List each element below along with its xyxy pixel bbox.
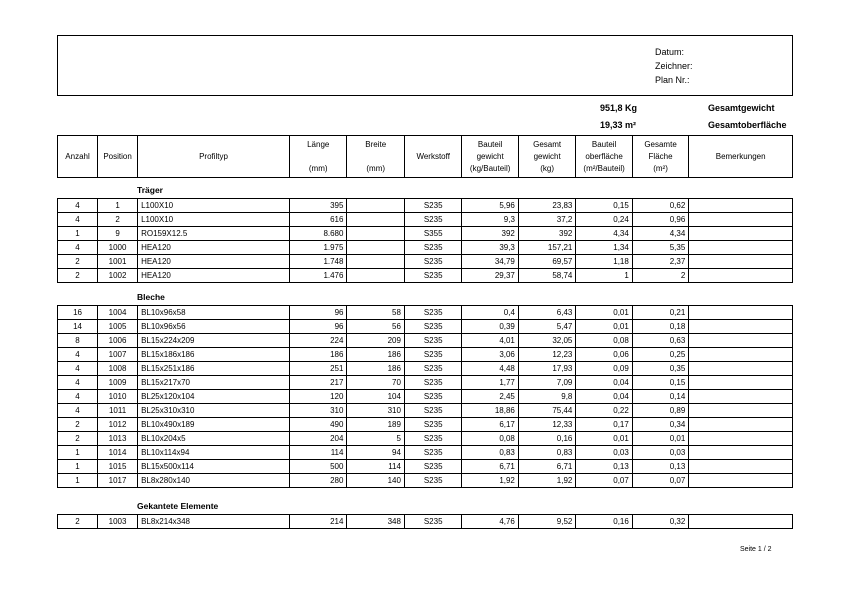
cell-bemerkungen — [689, 255, 793, 269]
cell-bemerkungen — [689, 213, 793, 227]
cell-gesamte-flaeche: 0,96 — [632, 213, 688, 227]
cell-position: 1010 — [98, 390, 138, 404]
cell-bemerkungen — [689, 362, 793, 376]
section-title-bleche: Bleche — [137, 292, 165, 302]
cell-bauteil-oberflaeche: 1 — [576, 269, 632, 283]
cell-profiltyp: BL25x120x104 — [138, 390, 290, 404]
document-header-box — [57, 35, 793, 96]
cell-bemerkungen — [689, 227, 793, 241]
table-row — [58, 334, 793, 348]
cell-gesamte-flaeche: 0,03 — [632, 446, 688, 460]
cell-position: 1006 — [98, 334, 138, 348]
cell-breite: 58 — [347, 306, 404, 320]
col-gesamte-flaeche: Gesamte Fläche (m²) — [632, 136, 688, 178]
cell-bauteil-oberflaeche: 0,17 — [576, 418, 632, 432]
cell-laenge: 96 — [289, 306, 346, 320]
total-area-value: 19,33 m² — [600, 120, 637, 130]
cell-breite — [347, 269, 404, 283]
cell-gesamt-gewicht: 0,83 — [518, 446, 575, 460]
cell-bemerkungen — [689, 199, 793, 213]
cell-gesamte-flaeche: 0,63 — [632, 334, 688, 348]
cell-gesamt-gewicht: 392 — [518, 227, 575, 241]
cell-position: 1007 — [98, 348, 138, 362]
cell-gesamt-gewicht: 7,09 — [518, 376, 575, 390]
cell-bauteil-gewicht: 34,79 — [462, 255, 518, 269]
cell-anzahl: 1 — [58, 474, 98, 488]
cell-laenge: 280 — [289, 474, 346, 488]
cell-anzahl: 4 — [58, 404, 98, 418]
table-row — [58, 446, 793, 460]
cell-breite: 114 — [347, 460, 404, 474]
cell-laenge: 120 — [289, 390, 346, 404]
parts-table-gekantete-elemente — [57, 514, 793, 529]
cell-profiltyp: L100X10 — [138, 199, 290, 213]
cell-gesamte-flaeche: 0,25 — [632, 348, 688, 362]
cell-bemerkungen — [689, 418, 793, 432]
cell-gesamte-flaeche: 0,07 — [632, 474, 688, 488]
cell-position: 1009 — [98, 376, 138, 390]
cell-breite — [347, 199, 404, 213]
cell-bauteil-gewicht: 5,96 — [462, 199, 518, 213]
table-row — [58, 348, 793, 362]
cell-breite: 5 — [347, 432, 404, 446]
cell-anzahl: 14 — [58, 320, 98, 334]
cell-laenge: 186 — [289, 348, 346, 362]
cell-gesamt-gewicht: 6,71 — [518, 460, 575, 474]
cell-gesamt-gewicht: 12,23 — [518, 348, 575, 362]
cell-gesamt-gewicht: 32,05 — [518, 334, 575, 348]
cell-werkstoff: S235 — [404, 474, 461, 488]
cell-bauteil-gewicht: 39,3 — [462, 241, 518, 255]
cell-gesamt-gewicht: 37,2 — [518, 213, 575, 227]
total-area-label: Gesamtoberfläche — [708, 120, 787, 130]
cell-gesamte-flaeche: 0,34 — [632, 418, 688, 432]
cell-position: 1003 — [98, 515, 138, 529]
cell-bemerkungen — [689, 515, 793, 529]
cell-bauteil-oberflaeche: 0,01 — [576, 320, 632, 334]
cell-werkstoff: S235 — [404, 404, 461, 418]
cell-bauteil-oberflaeche: 0,16 — [576, 515, 632, 529]
cell-bemerkungen — [689, 376, 793, 390]
cell-laenge: 310 — [289, 404, 346, 418]
total-weight-label: Gesamtgewicht — [708, 103, 775, 113]
cell-breite: 56 — [347, 320, 404, 334]
page-number: Seite 1 / 2 — [740, 546, 772, 553]
cell-position: 1014 — [98, 446, 138, 460]
cell-bauteil-oberflaeche: 0,15 — [576, 199, 632, 213]
cell-breite: 70 — [347, 376, 404, 390]
cell-anzahl: 8 — [58, 334, 98, 348]
cell-breite: 94 — [347, 446, 404, 460]
cell-position: 1013 — [98, 432, 138, 446]
cell-breite — [347, 255, 404, 269]
cell-gesamte-flaeche: 0,62 — [632, 199, 688, 213]
cell-profiltyp: BL15x217x70 — [138, 376, 290, 390]
cell-bauteil-gewicht: 0,83 — [462, 446, 518, 460]
cell-gesamt-gewicht: 6,43 — [518, 306, 575, 320]
cell-werkstoff: S235 — [404, 269, 461, 283]
col-profiltyp: Profiltyp — [138, 136, 290, 178]
cell-bauteil-oberflaeche: 0,01 — [576, 306, 632, 320]
cell-werkstoff: S235 — [404, 515, 461, 529]
cell-bauteil-gewicht: 18,86 — [462, 404, 518, 418]
cell-bemerkungen — [689, 241, 793, 255]
cell-werkstoff: S235 — [404, 306, 461, 320]
cell-gesamte-flaeche: 0,13 — [632, 460, 688, 474]
cell-laenge: 616 — [289, 213, 346, 227]
col-bauteil-gewicht: Bauteil gewicht (kg/Bauteil) — [462, 136, 518, 178]
cell-gesamte-flaeche: 0,35 — [632, 362, 688, 376]
cell-anzahl: 1 — [58, 446, 98, 460]
cell-bauteil-gewicht: 0,08 — [462, 432, 518, 446]
cell-bauteil-oberflaeche: 0,01 — [576, 432, 632, 446]
table-row — [58, 404, 793, 418]
cell-bauteil-oberflaeche: 0,06 — [576, 348, 632, 362]
cell-anzahl: 1 — [58, 227, 98, 241]
cell-profiltyp: BL8x214x348 — [138, 515, 290, 529]
cell-bauteil-gewicht: 6,17 — [462, 418, 518, 432]
cell-werkstoff: S235 — [404, 362, 461, 376]
col-bauteil-oberflaeche: Bauteil oberfläche (m²/Bauteil) — [576, 136, 632, 178]
section-title-gekantete-elemente: Gekantete Elemente — [137, 501, 219, 511]
cell-bemerkungen — [689, 269, 793, 283]
cell-bemerkungen — [689, 460, 793, 474]
cell-gesamt-gewicht: 17,93 — [518, 362, 575, 376]
cell-anzahl: 4 — [58, 348, 98, 362]
cell-werkstoff: S235 — [404, 460, 461, 474]
cell-gesamt-gewicht: 12,33 — [518, 418, 575, 432]
cell-anzahl: 4 — [58, 199, 98, 213]
cell-gesamt-gewicht: 0,16 — [518, 432, 575, 446]
cell-gesamt-gewicht: 5,47 — [518, 320, 575, 334]
cell-gesamt-gewicht: 58,74 — [518, 269, 575, 283]
cell-bemerkungen — [689, 474, 793, 488]
cell-laenge: 224 — [289, 334, 346, 348]
cell-anzahl: 4 — [58, 362, 98, 376]
cell-gesamt-gewicht: 23,83 — [518, 199, 575, 213]
cell-gesamte-flaeche: 0,18 — [632, 320, 688, 334]
cell-bauteil-oberflaeche: 0,04 — [576, 376, 632, 390]
cell-bauteil-oberflaeche: 1,18 — [576, 255, 632, 269]
cell-bemerkungen — [689, 320, 793, 334]
cell-laenge: 8.680 — [289, 227, 346, 241]
cell-laenge: 217 — [289, 376, 346, 390]
table-row — [58, 460, 793, 474]
cell-anzahl: 4 — [58, 213, 98, 227]
table-row — [58, 418, 793, 432]
cell-anzahl: 4 — [58, 241, 98, 255]
cell-gesamte-flaeche: 2,37 — [632, 255, 688, 269]
cell-bauteil-oberflaeche: 0,22 — [576, 404, 632, 418]
cell-bauteil-gewicht: 0,39 — [462, 320, 518, 334]
cell-bauteil-oberflaeche: 0,13 — [576, 460, 632, 474]
cell-profiltyp: BL8x280x140 — [138, 474, 290, 488]
datum-label: Datum: — [655, 47, 685, 57]
cell-profiltyp: BL10x96x56 — [138, 320, 290, 334]
cell-anzahl: 2 — [58, 432, 98, 446]
cell-profiltyp: BL10x96x58 — [138, 306, 290, 320]
cell-bauteil-oberflaeche: 0,09 — [576, 362, 632, 376]
cell-position: 1012 — [98, 418, 138, 432]
cell-bauteil-oberflaeche: 0,03 — [576, 446, 632, 460]
cell-breite: 186 — [347, 362, 404, 376]
col-gesamt-gewicht: Gesamt gewicht (kg) — [518, 136, 575, 178]
cell-breite: 310 — [347, 404, 404, 418]
cell-bemerkungen — [689, 432, 793, 446]
cell-breite: 209 — [347, 334, 404, 348]
cell-position: 2 — [98, 213, 138, 227]
cell-bauteil-gewicht: 29,37 — [462, 269, 518, 283]
cell-laenge: 96 — [289, 320, 346, 334]
cell-werkstoff: S235 — [404, 334, 461, 348]
cell-bemerkungen — [689, 334, 793, 348]
cell-gesamte-flaeche: 0,14 — [632, 390, 688, 404]
cell-werkstoff: S235 — [404, 390, 461, 404]
section-title-traeger: Träger — [137, 185, 163, 195]
cell-werkstoff: S235 — [404, 376, 461, 390]
cell-bauteil-gewicht: 2,45 — [462, 390, 518, 404]
cell-laenge: 1.748 — [289, 255, 346, 269]
cell-position: 1002 — [98, 269, 138, 283]
cell-laenge: 114 — [289, 446, 346, 460]
cell-werkstoff: S235 — [404, 241, 461, 255]
cell-laenge: 490 — [289, 418, 346, 432]
cell-breite: 104 — [347, 390, 404, 404]
cell-bauteil-oberflaeche: 0,08 — [576, 334, 632, 348]
cell-profiltyp: HEA120 — [138, 269, 290, 283]
cell-gesamt-gewicht: 9,8 — [518, 390, 575, 404]
cell-gesamte-flaeche: 0,89 — [632, 404, 688, 418]
cell-laenge: 500 — [289, 460, 346, 474]
cell-werkstoff: S355 — [404, 227, 461, 241]
cell-gesamt-gewicht: 1,92 — [518, 474, 575, 488]
cell-laenge: 1.975 — [289, 241, 346, 255]
cell-laenge: 204 — [289, 432, 346, 446]
cell-profiltyp: BL10x490x189 — [138, 418, 290, 432]
cell-profiltyp: BL15x251x186 — [138, 362, 290, 376]
cell-bauteil-oberflaeche: 4,34 — [576, 227, 632, 241]
table-row — [58, 390, 793, 404]
cell-bemerkungen — [689, 404, 793, 418]
cell-anzahl: 1 — [58, 460, 98, 474]
cell-bauteil-oberflaeche: 0,04 — [576, 390, 632, 404]
cell-bauteil-gewicht: 6,71 — [462, 460, 518, 474]
cell-bauteil-gewicht: 4,76 — [462, 515, 518, 529]
col-breite: Breite (mm) — [347, 136, 404, 178]
cell-position: 1004 — [98, 306, 138, 320]
cell-gesamte-flaeche: 0,32 — [632, 515, 688, 529]
cell-laenge: 214 — [289, 515, 346, 529]
cell-gesamte-flaeche: 0,21 — [632, 306, 688, 320]
table-row — [58, 227, 793, 241]
cell-bauteil-oberflaeche: 1,34 — [576, 241, 632, 255]
cell-position: 1000 — [98, 241, 138, 255]
col-bemerkungen: Bemerkungen — [689, 136, 793, 178]
cell-gesamt-gewicht: 9,52 — [518, 515, 575, 529]
cell-anzahl: 4 — [58, 390, 98, 404]
cell-werkstoff: S235 — [404, 199, 461, 213]
cell-bemerkungen — [689, 348, 793, 362]
cell-breite: 189 — [347, 418, 404, 432]
cell-werkstoff: S235 — [404, 446, 461, 460]
cell-position: 1015 — [98, 460, 138, 474]
cell-anzahl: 16 — [58, 306, 98, 320]
cell-bauteil-gewicht: 1,77 — [462, 376, 518, 390]
table-row — [58, 515, 793, 529]
table-row — [58, 376, 793, 390]
cell-bemerkungen — [689, 446, 793, 460]
cell-gesamt-gewicht: 157,21 — [518, 241, 575, 255]
cell-bauteil-gewicht: 1,92 — [462, 474, 518, 488]
cell-bauteil-oberflaeche: 0,07 — [576, 474, 632, 488]
table-row — [58, 241, 793, 255]
cell-bauteil-gewicht: 4,48 — [462, 362, 518, 376]
col-werkstoff: Werkstoff — [404, 136, 461, 178]
cell-laenge: 251 — [289, 362, 346, 376]
cell-breite — [347, 227, 404, 241]
cell-profiltyp: BL10x204x5 — [138, 432, 290, 446]
table-row — [58, 269, 793, 283]
cell-profiltyp: BL10x114x94 — [138, 446, 290, 460]
col-laenge: Länge (mm) — [289, 136, 346, 178]
cell-bauteil-gewicht: 9,3 — [462, 213, 518, 227]
cell-werkstoff: S235 — [404, 432, 461, 446]
col-anzahl: Anzahl — [58, 136, 98, 178]
cell-position: 1001 — [98, 255, 138, 269]
cell-bauteil-gewicht: 4,01 — [462, 334, 518, 348]
cell-gesamt-gewicht: 75,44 — [518, 404, 575, 418]
cell-position: 1 — [98, 199, 138, 213]
cell-werkstoff: S235 — [404, 348, 461, 362]
cell-position: 1011 — [98, 404, 138, 418]
cell-werkstoff: S235 — [404, 255, 461, 269]
cell-anzahl: 4 — [58, 376, 98, 390]
cell-breite: 348 — [347, 515, 404, 529]
cell-werkstoff: S235 — [404, 320, 461, 334]
cell-profiltyp: HEA120 — [138, 255, 290, 269]
cell-position: 1005 — [98, 320, 138, 334]
cell-profiltyp: HEA120 — [138, 241, 290, 255]
cell-profiltyp: BL15x224x209 — [138, 334, 290, 348]
cell-gesamte-flaeche: 0,01 — [632, 432, 688, 446]
cell-bauteil-gewicht: 392 — [462, 227, 518, 241]
cell-position: 1008 — [98, 362, 138, 376]
cell-bemerkungen — [689, 306, 793, 320]
cell-gesamt-gewicht: 69,57 — [518, 255, 575, 269]
cell-anzahl: 2 — [58, 255, 98, 269]
cell-gesamte-flaeche: 5,35 — [632, 241, 688, 255]
cell-gesamte-flaeche: 2 — [632, 269, 688, 283]
column-header-table — [57, 135, 793, 178]
table-row — [58, 213, 793, 227]
cell-profiltyp: BL15x186x186 — [138, 348, 290, 362]
cell-laenge: 1.476 — [289, 269, 346, 283]
col-position: Position — [98, 136, 138, 178]
table-row — [58, 432, 793, 446]
cell-position: 9 — [98, 227, 138, 241]
zeichner-label: Zeichner: — [655, 61, 693, 71]
cell-bauteil-gewicht: 3,06 — [462, 348, 518, 362]
cell-anzahl: 2 — [58, 269, 98, 283]
parts-table-traeger — [57, 198, 793, 283]
cell-werkstoff: S235 — [404, 213, 461, 227]
cell-profiltyp: L100X10 — [138, 213, 290, 227]
cell-gesamte-flaeche: 0,15 — [632, 376, 688, 390]
cell-breite: 186 — [347, 348, 404, 362]
cell-profiltyp: RO159X12.5 — [138, 227, 290, 241]
cell-anzahl: 2 — [58, 418, 98, 432]
parts-table-bleche — [57, 305, 793, 488]
table-row — [58, 255, 793, 269]
cell-profiltyp: BL25x310x310 — [138, 404, 290, 418]
table-row — [58, 474, 793, 488]
cell-breite: 140 — [347, 474, 404, 488]
cell-laenge: 395 — [289, 199, 346, 213]
total-weight-value: 951,8 Kg — [600, 103, 638, 113]
cell-profiltyp: BL15x500x114 — [138, 460, 290, 474]
cell-bauteil-gewicht: 0,4 — [462, 306, 518, 320]
table-row — [58, 199, 793, 213]
cell-position: 1017 — [98, 474, 138, 488]
cell-bemerkungen — [689, 390, 793, 404]
cell-werkstoff: S235 — [404, 418, 461, 432]
table-row — [58, 320, 793, 334]
plan-number-label: Plan Nr.: — [655, 75, 690, 85]
cell-bauteil-oberflaeche: 0,24 — [576, 213, 632, 227]
table-row — [58, 306, 793, 320]
cell-breite — [347, 241, 404, 255]
table-row — [58, 362, 793, 376]
cell-anzahl: 2 — [58, 515, 98, 529]
cell-gesamte-flaeche: 4,34 — [632, 227, 688, 241]
cell-breite — [347, 213, 404, 227]
